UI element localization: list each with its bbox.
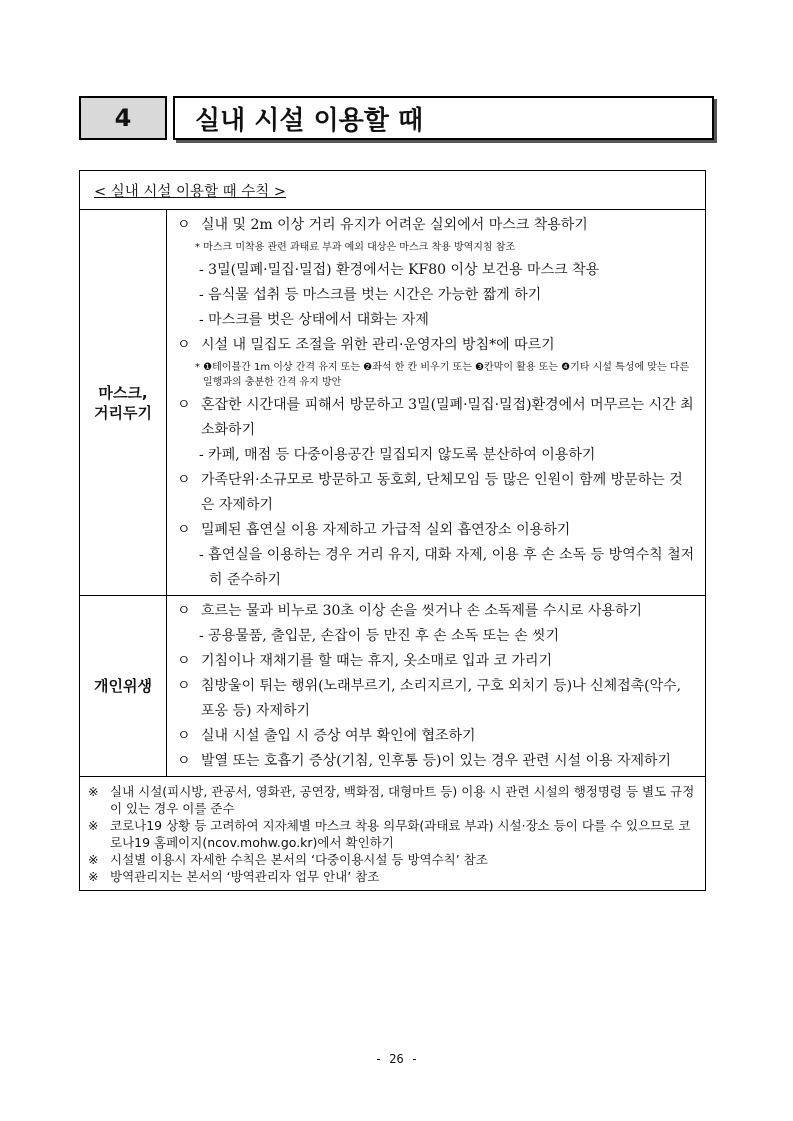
table-header-cell (80, 171, 706, 210)
rule-text: 가족단위·소규모로 방문하고 동호회, 단체모임 등 많은 인원이 함께 방문하는 것은 자제하기 (201, 472, 683, 513)
footnote-text: 실내 시설(피시방, 관공서, 영화관, 공연장, 백화점, 대형마트 등) 이용 시 관련 시설의 행정명령 등 별도 규정이 있는 경우 이를 준수 (110, 784, 695, 816)
rule-item (177, 393, 695, 443)
bullet-mark: ㅇ (177, 472, 191, 488)
rule-subitem: - 3밀(밀폐·밀집·밀접) 환경에서는 KF80 이상 보건용 마스크 착용 (199, 262, 600, 278)
rule-text: 밀폐된 흡연실 이용 자제하고 가급적 실외 흡연장소 이용하기 (201, 522, 571, 538)
bullet-mark: ㅇ (177, 337, 191, 353)
rule-subitem: - 음식물 섭취 등 마스크를 벗는 시간은 가능한 짧게 하기 (199, 287, 542, 303)
rule-item (177, 518, 695, 543)
rule-item (177, 649, 695, 674)
table-header: < 실내 시설 이용할 때 수칙 > (94, 183, 287, 200)
rule-text: 실내 및 2m 이상 거리 유지가 어려운 실외에서 마스크 착용하기 (201, 217, 588, 233)
rule-item (177, 724, 695, 749)
bullet-mark: ㅇ (177, 603, 191, 619)
category-line: 마스크, (98, 383, 148, 402)
footnote-text: 시설별 이용시 자세한 수칙은 본서의 ‘다중이용시설 등 방역수칙’ 참조 (110, 852, 488, 867)
rules-table (79, 170, 706, 891)
bullet-mark: ㅇ (177, 653, 191, 669)
bullet-mark: ㅇ (177, 728, 191, 744)
rule-text: 혼잡한 시간대를 피해서 방문하고 3밀(밀폐·밀집·밀접)환경에서 머무르는 시간 최소화하기 (201, 397, 694, 438)
rule-subitem: - 공용물품, 출입문, 손잡이 등 만진 후 손 소독 또는 손 씻기 (199, 628, 560, 644)
rule-note: * 마스크 미착용 관련 과태료 부과 예외 대상은 마스크 착용 방역지침 참조 (195, 242, 516, 253)
hygiene-rules (167, 596, 706, 777)
note-mark: ※ (88, 869, 99, 884)
bullet-mark: ㅇ (177, 397, 191, 413)
hygiene-row (80, 596, 706, 777)
section-number: 4 (79, 96, 167, 140)
rule-text: 시설 내 밀집도 조절을 위한 관리·운영자의 방침*에 따르기 (201, 337, 555, 353)
category-mask-distancing (80, 210, 167, 596)
rule-item (177, 213, 695, 238)
rule-item (177, 674, 695, 724)
footnotes (80, 777, 706, 891)
category-personal-hygiene (80, 596, 167, 777)
rule-subitem: - 흡연실을 이용하는 경우 거리 유지, 대화 자제, 이용 후 손 소독 등 방역수칙 철저히 준수하기 (199, 547, 695, 588)
rule-text: 기침이나 재채기를 할 때는 휴지, 옷소매로 입과 코 가리기 (201, 653, 553, 669)
rule-item (177, 333, 695, 358)
note-mark: ※ (88, 784, 99, 799)
mask-rules (167, 210, 706, 596)
rule-text: 침방울이 튀는 행위(노래부르기, 소리지르기, 구호 외치기 등)나 신체접촉(악수, 포옹 등) 자제하기 (201, 678, 682, 719)
bullet-mark: ㅇ (177, 217, 191, 233)
rule-text: 실내 시설 출입 시 증상 여부 확인에 협조하기 (201, 728, 476, 744)
footnote-text: 방역관리지는 본서의 ‘방역관리자 업무 안내’ 참조 (110, 869, 380, 884)
mask-row (80, 210, 706, 596)
rule-note: * ❶테이블간 1m 이상 간격 유지 또는 ❷좌석 한 칸 비우기 또는 ❸칸막이 활용 또는 ❹기타 시설 특성에 맞는 다른 일행과의 충분한 간격 유지 방안 (195, 362, 690, 388)
footnote (88, 817, 697, 851)
category-line: 개인위생 (94, 677, 152, 695)
rule-text: 흐르는 물과 비누로 30초 이상 손을 씻거나 손 소독제를 수시로 사용하기 (201, 603, 642, 619)
footnote-text: 코로나19 상황 등 고려하여 지자체별 마스크 착용 의무화(과태료 부과) 시설·장소 등이 다를 수 있으므로 코로나19 홈페이지(ncov.mohw.go.kr)에서 확인하기 (110, 818, 691, 850)
category-line: 거리두기 (94, 403, 152, 422)
footnote (88, 851, 697, 868)
rule-text: 발열 또는 호흡기 증상(기침, 인후통 등)이 있는 경우 관련 시설 이용 자제하기 (201, 753, 672, 769)
note-mark: ※ (88, 818, 99, 833)
page-number: - 26 - (374, 1052, 419, 1066)
footnote (88, 783, 697, 817)
rule-item (177, 599, 695, 624)
rule-item (177, 468, 695, 518)
note-mark: ※ (88, 852, 99, 867)
footnote (88, 868, 697, 885)
bullet-mark: ㅇ (177, 753, 191, 769)
section-title: 실내 시설 이용할 때 (173, 96, 714, 140)
rule-item (177, 749, 695, 774)
rule-subitem: - 마스크를 벗은 상태에서 대화는 자제 (199, 312, 429, 328)
bullet-mark: ㅇ (177, 522, 191, 538)
rule-subitem: - 카페, 매점 등 다중이용공간 밀집되지 않도록 분산하여 이용하기 (199, 447, 596, 463)
bullet-mark: ㅇ (177, 678, 191, 694)
